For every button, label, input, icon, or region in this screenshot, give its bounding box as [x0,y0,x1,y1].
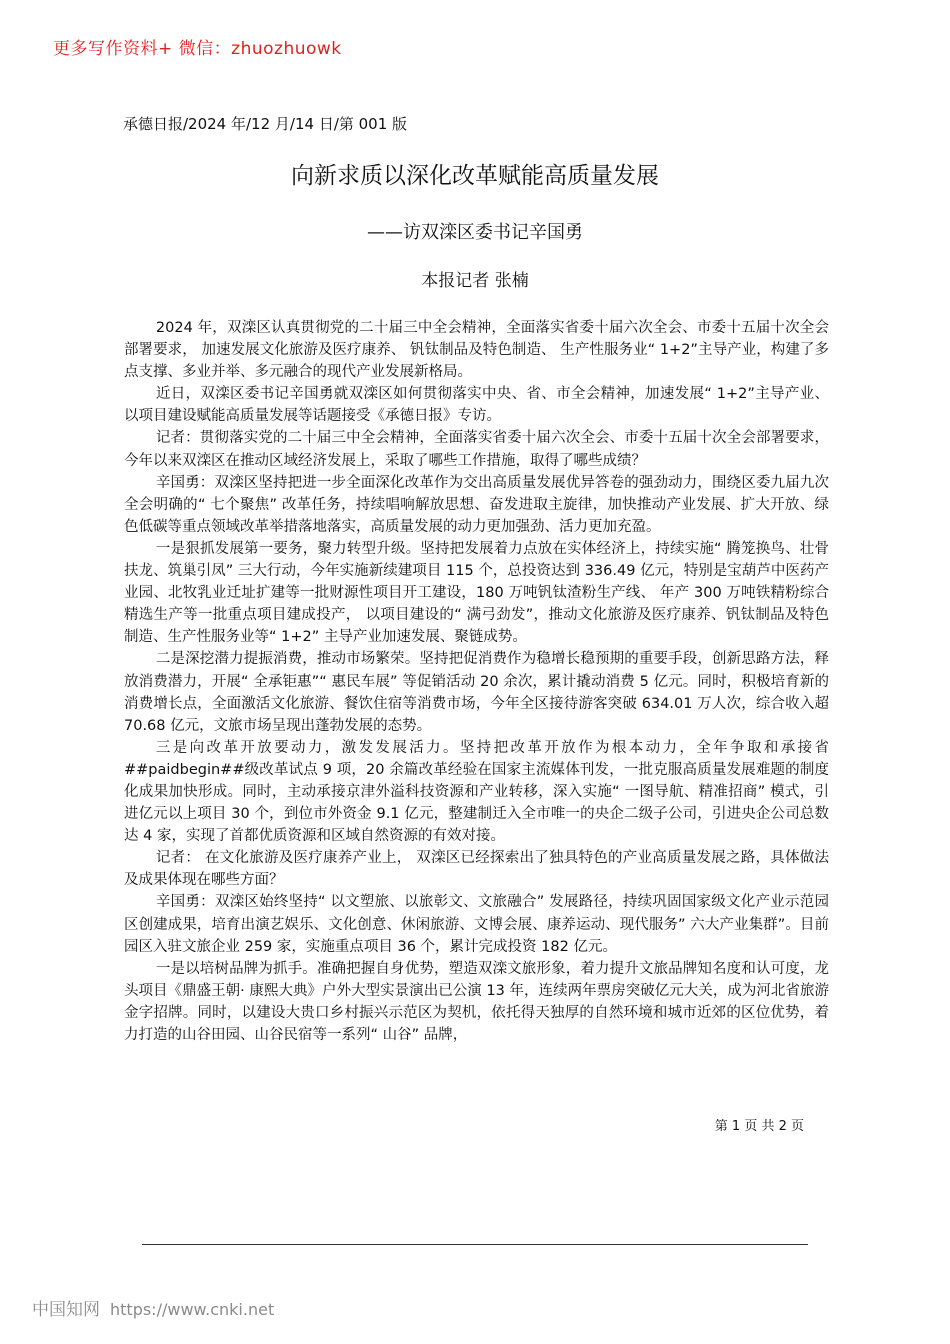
paragraph: 辛国勇：双滦区坚持把进一步全面深化改革作为交出高质量发展优异答卷的强劲动力，围绕区委九届九次全会明确的“ 七个聚焦” 改革任务，持续唱响解放思想、奋发进取主旋律，加快推动产业发展、扩大开放、绿色低碳等重点领域改革举措落地落实，高质量发展的动力更加强劲、活力更加充盈。 [124,474,829,535]
paragraph: 三是向改革开放要动力，激发发展活力。坚持把改革开放作为根本动力，全年争取和承接省##paidbegin##级改革试点 9 项，20 余篇改革经验在国家主流媒体刊发，一批克服高质量发展难题的制度化成果加快形成。同时，主动承接京津外溢科技资源和产业转移，深入实施“ 一图导航、精准招商” 模式，引进亿元以上项目 30 个，到位市外资金 9.1 亿元，整建制迁入全市唯一的央企二级子公司，引进央企公司总数达 4 家，实现了首都优质资源和区域自然资源的有效对接。 [124,739,829,845]
page-number: 第 1 页 共 2 页 [714,1119,804,1134]
footer-divider [142,1244,808,1245]
article-byline: 本报记者 张楠 [421,271,529,291]
article-subtitle: ——访双滦区委书记辛国勇 [367,222,583,243]
paragraph: 记者： 在文化旅游及医疗康养产业上， 双滦区已经探索出了独具特色的产业高质量发展之路，具体做法及成果体现在哪些方面？ [124,850,829,889]
article-body [124,317,829,1046]
paragraph: 二是深挖潜力提振消费，推动市场繁荣。坚持把促消费作为稳增长稳预期的重要手段，创新思路方法，释放消费潜力，开展“ 全承钜惠”“ 惠民车展” 等促销活动 20 余次，累计撬动消费 5 亿元。同时，积极培育新的消费增长点，全面激活文化旅游、餐饮住宿等消费市场，今年全区接待游客突破 634.01 万人次，综合收入超 70.68 亿元，文旅市场呈现出蓬勃发展的态势。 [124,651,829,734]
paragraph: 记者：贯彻落实党的二十届三中全会精神，全面落实省委十届六次全会、市委十五届十次全会部署要求，今年以来双滦区在推动区域经济发展上，采取了哪些工作措施，取得了哪些成绩？ [124,430,829,469]
paragraph: 一是狠抓发展第一要务，聚力转型升级。坚持把发展着力点放在实体经济上，持续实施“ 腾笼换鸟、壮骨扶龙、筑巢引凤” 三大行动，今年实施新续建项目 115 个，总投资达到 336.49 亿元，特别是宝葫芦中医药产业园、北牧乳业迁址扩建等一批财源性项目开工建设，180 万吨钒钛渣粉生产线、 年产 300 万吨铁精粉综合精选生产等一批重点项目建成投产， 以项目建设的“ 满弓劲发”，推动文化旅游及医疗康养、钒钛制品及特色制造、生产性服务业等“ 1+2” 主导产业加速发展、聚链成势。 [124,540,829,646]
paragraph: 2024 年，双滦区认真贯彻党的二十届三中全会精神，全面落实省委十届六次全会、市委十五届十次全会部署要求， 加速发展文化旅游及医疗康养、 钒钛制品及特色制造、 生产性服务业“ 1+2”主导产业，构建了多点支撑、多业并举、多元融合的现代产业发展新格局。 [124,320,829,381]
paragraph: 近日，双滦区委书记辛国勇就双滦区如何贯彻落实中央、省、市全会精神，加速发展“ 1+2”主导产业、以项目建设赋能高质量发展等话题接受《承德日报》专访。 [124,386,829,425]
article-source: 承德日报/2024 年/12 月/14 日/第 001 版 [123,115,408,133]
cnki-watermark [32,1295,274,1320]
promo-banner[interactable]: 更多写作资料+ 微信：zhuozhuowk [53,39,342,59]
article-title: 向新求质以深化改革赋能高质量发展 [291,163,659,189]
paragraph: 一是以培树品牌为抓手。准确把握自身优势，塑造双滦文旅形象，着力提升文旅品牌知名度和认可度，龙头项目《鼎盛王朝· 康熙大典》户外大型实景演出已公演 13 年，连续两年票房突破亿元大关，成为河北省旅游金字招牌。同时，以建设大贵口乡村振兴示范区为契机，依托得天独厚的自然环境和城市近郊的区位优势，着力打造的山谷田园、山谷民宿等一系列“ 山谷” 品牌， [124,960,829,1043]
paragraph: 辛国勇：双滦区始终坚持“ 以文塑旅、以旅彰文、文旅融合” 发展路径，持续巩固国家级文化产业示范园区创建成果，培育出演艺娱乐、文化创意、休闲旅游、文博会展、康养运动、现代服务” 六大产业集群”。目前园区入驻文旅企业 259 家，实施重点项目 36 个，累计完成投资 182 亿元。 [124,894,829,955]
watermark-url[interactable]: https://www.cnki.net [110,1300,275,1319]
watermark-brand: 中国知网 [32,1300,100,1320]
